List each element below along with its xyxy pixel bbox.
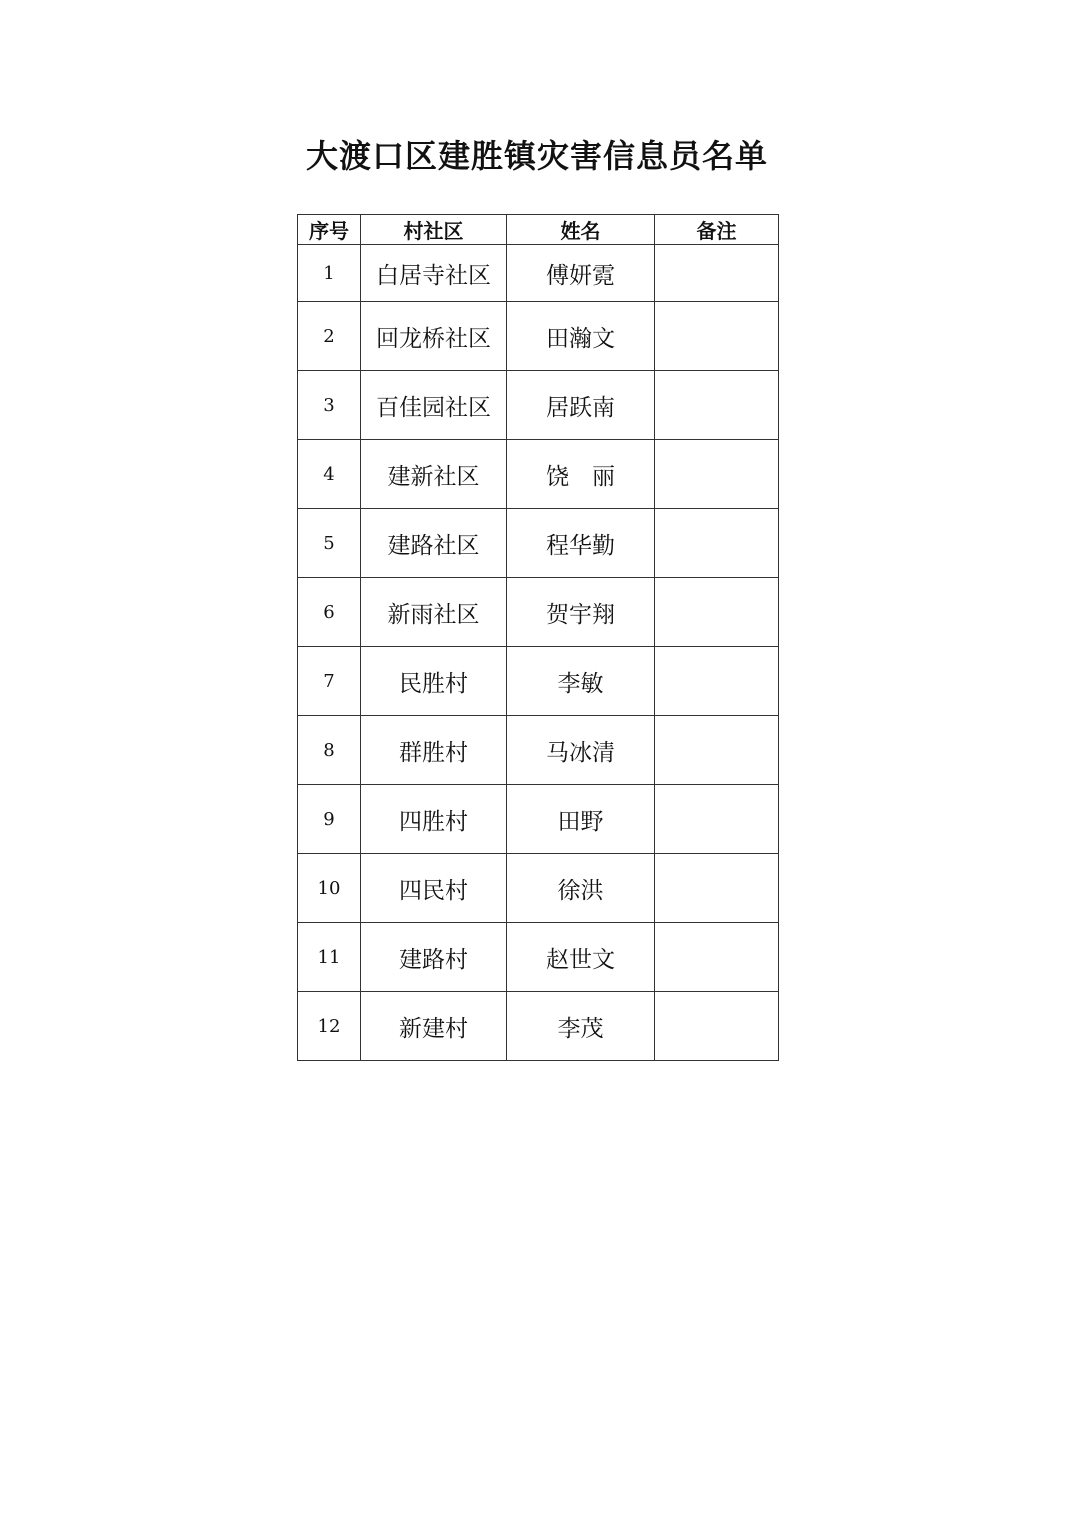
table-row — [298, 578, 779, 647]
row-number: 3 — [298, 371, 361, 440]
row-community: 建新社区 — [361, 440, 507, 509]
table-row — [298, 302, 779, 371]
table-row — [298, 509, 779, 578]
row-community: 建路村 — [361, 923, 507, 992]
row-name: 田野 — [507, 785, 655, 854]
row-community: 民胜村 — [361, 647, 507, 716]
row-note — [655, 785, 779, 854]
table-row — [298, 440, 779, 509]
row-community: 百佳园社区 — [361, 371, 507, 440]
table-row — [298, 854, 779, 923]
row-number: 8 — [298, 716, 361, 785]
row-name: 傅妍霓 — [507, 245, 655, 302]
row-note — [655, 647, 779, 716]
table-row — [298, 716, 779, 785]
row-note — [655, 245, 779, 302]
row-number: 7 — [298, 647, 361, 716]
row-name: 徐洪 — [507, 854, 655, 923]
row-number: 6 — [298, 578, 361, 647]
row-note — [655, 371, 779, 440]
row-note — [655, 923, 779, 992]
row-name: 贺宇翔 — [507, 578, 655, 647]
row-number: 11 — [298, 923, 361, 992]
row-community: 白居寺社区 — [361, 245, 507, 302]
row-name: 赵世文 — [507, 923, 655, 992]
row-community: 四民村 — [361, 854, 507, 923]
table-row — [298, 923, 779, 992]
row-community: 新雨社区 — [361, 578, 507, 647]
table-row — [298, 371, 779, 440]
header-note: 备注 — [655, 215, 779, 245]
row-number: 4 — [298, 440, 361, 509]
table-header-row — [298, 215, 779, 245]
header-name: 姓名 — [507, 215, 655, 245]
row-note — [655, 992, 779, 1061]
row-name: 李茂 — [507, 992, 655, 1061]
table-row — [298, 245, 779, 302]
row-number: 9 — [298, 785, 361, 854]
row-note — [655, 440, 779, 509]
header-number: 序号 — [298, 215, 361, 245]
table-row — [298, 647, 779, 716]
row-community: 建路社区 — [361, 509, 507, 578]
row-note — [655, 302, 779, 371]
document-title: 大渡口区建胜镇灾害信息员名单 — [305, 137, 768, 175]
row-name: 程华勤 — [507, 509, 655, 578]
row-community: 群胜村 — [361, 716, 507, 785]
row-note — [655, 509, 779, 578]
row-name: 饶 丽 — [507, 440, 655, 509]
row-number: 10 — [298, 854, 361, 923]
row-community: 回龙桥社区 — [361, 302, 507, 371]
row-number: 12 — [298, 992, 361, 1061]
row-number: 2 — [298, 302, 361, 371]
header-community: 村社区 — [361, 215, 507, 245]
row-name: 居跃南 — [507, 371, 655, 440]
row-number: 5 — [298, 509, 361, 578]
table-row — [298, 992, 779, 1061]
row-number: 1 — [298, 245, 361, 302]
roster-table — [297, 214, 779, 1061]
row-note — [655, 578, 779, 647]
row-name: 李敏 — [507, 647, 655, 716]
row-name: 马冰清 — [507, 716, 655, 785]
row-community: 四胜村 — [361, 785, 507, 854]
row-name: 田瀚文 — [507, 302, 655, 371]
row-note — [655, 716, 779, 785]
row-note — [655, 854, 779, 923]
row-community: 新建村 — [361, 992, 507, 1061]
table-row — [298, 785, 779, 854]
